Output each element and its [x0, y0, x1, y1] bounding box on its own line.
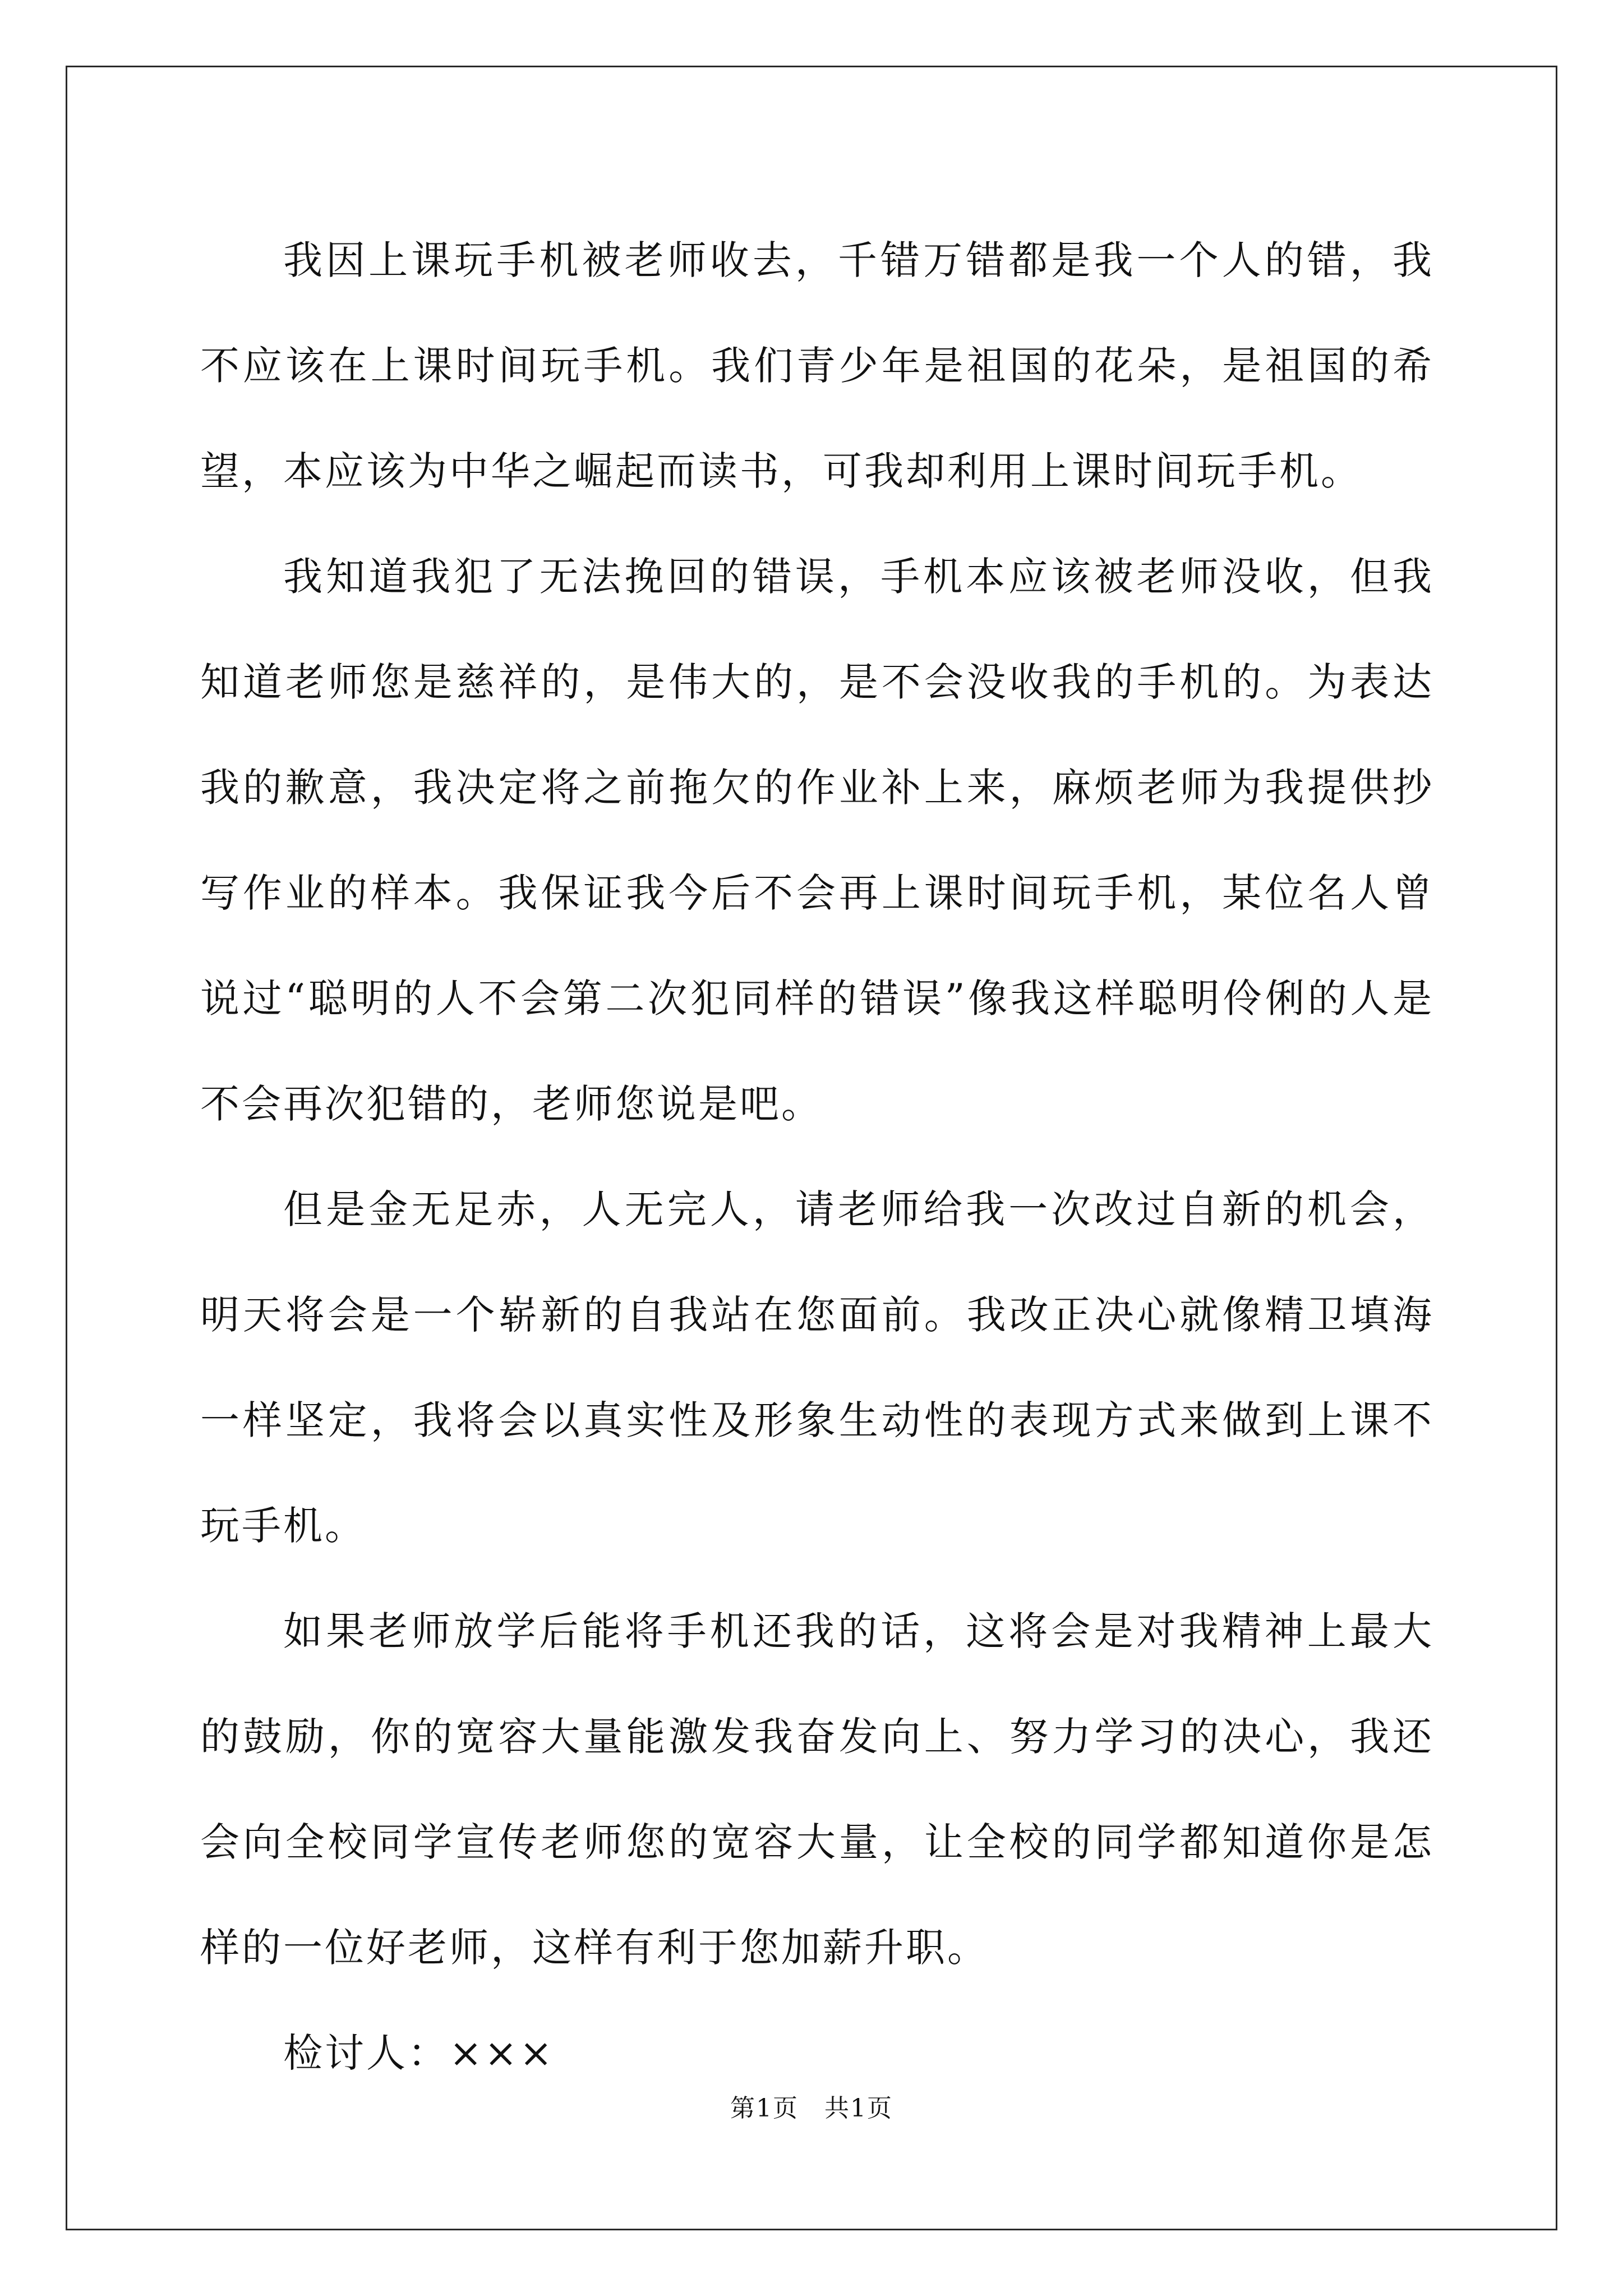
paragraph-2: 我知道我犯了无法挽回的错误，手机本应该被老师没收，但我知道老师您是慈祥的，是伟大的，是不会没收我的手机的。为表达我的歉意，我决定将之前拖欠的作业补上来，麻烦老师为我提供抄写作业的样本。我保证我今后不会再上课时间玩手机，某位名人曾说过“聪明的人不会第二次犯同样的错误”像我这样聪明伶俐的人是不会再次犯错的，老师您说是吧。 — [200, 554, 1434, 1127]
signature-line: 检讨人：××× — [283, 2030, 555, 2076]
page-footer: 第1页 共1页 — [730, 2094, 893, 2123]
paragraph-1: 我因上课玩手机被老师收去，千错万错都是我一个人的错，我不应该在上课时间玩手机。我们青少年是祖国的花朵，是祖国的希望，本应该为中华之崛起而读书，可我却利用上课时间玩手机。 — [200, 237, 1434, 494]
paragraph-4: 如果老师放学后能将手机还我的话，这将会是对我精神上最大的鼓励，你的宽容大量能激发我奋发向上、努力学习的决心，我还会向全校同学宣传老师您的宽容大量，让全校的同学都知道你是怎样的一位好老师，这样有利于您加薪升职。 — [200, 1608, 1434, 1971]
paragraph-3: 但是金无足赤，人无完人，请老师给我一次改过自新的机会，明天将会是一个崭新的自我站在您面前。我改正决心就像精卫填海一样坚定，我将会以真实性及形象生动性的表现方式来做到上课不玩手机。 — [200, 1186, 1434, 1549]
document-body — [200, 208, 1434, 2106]
